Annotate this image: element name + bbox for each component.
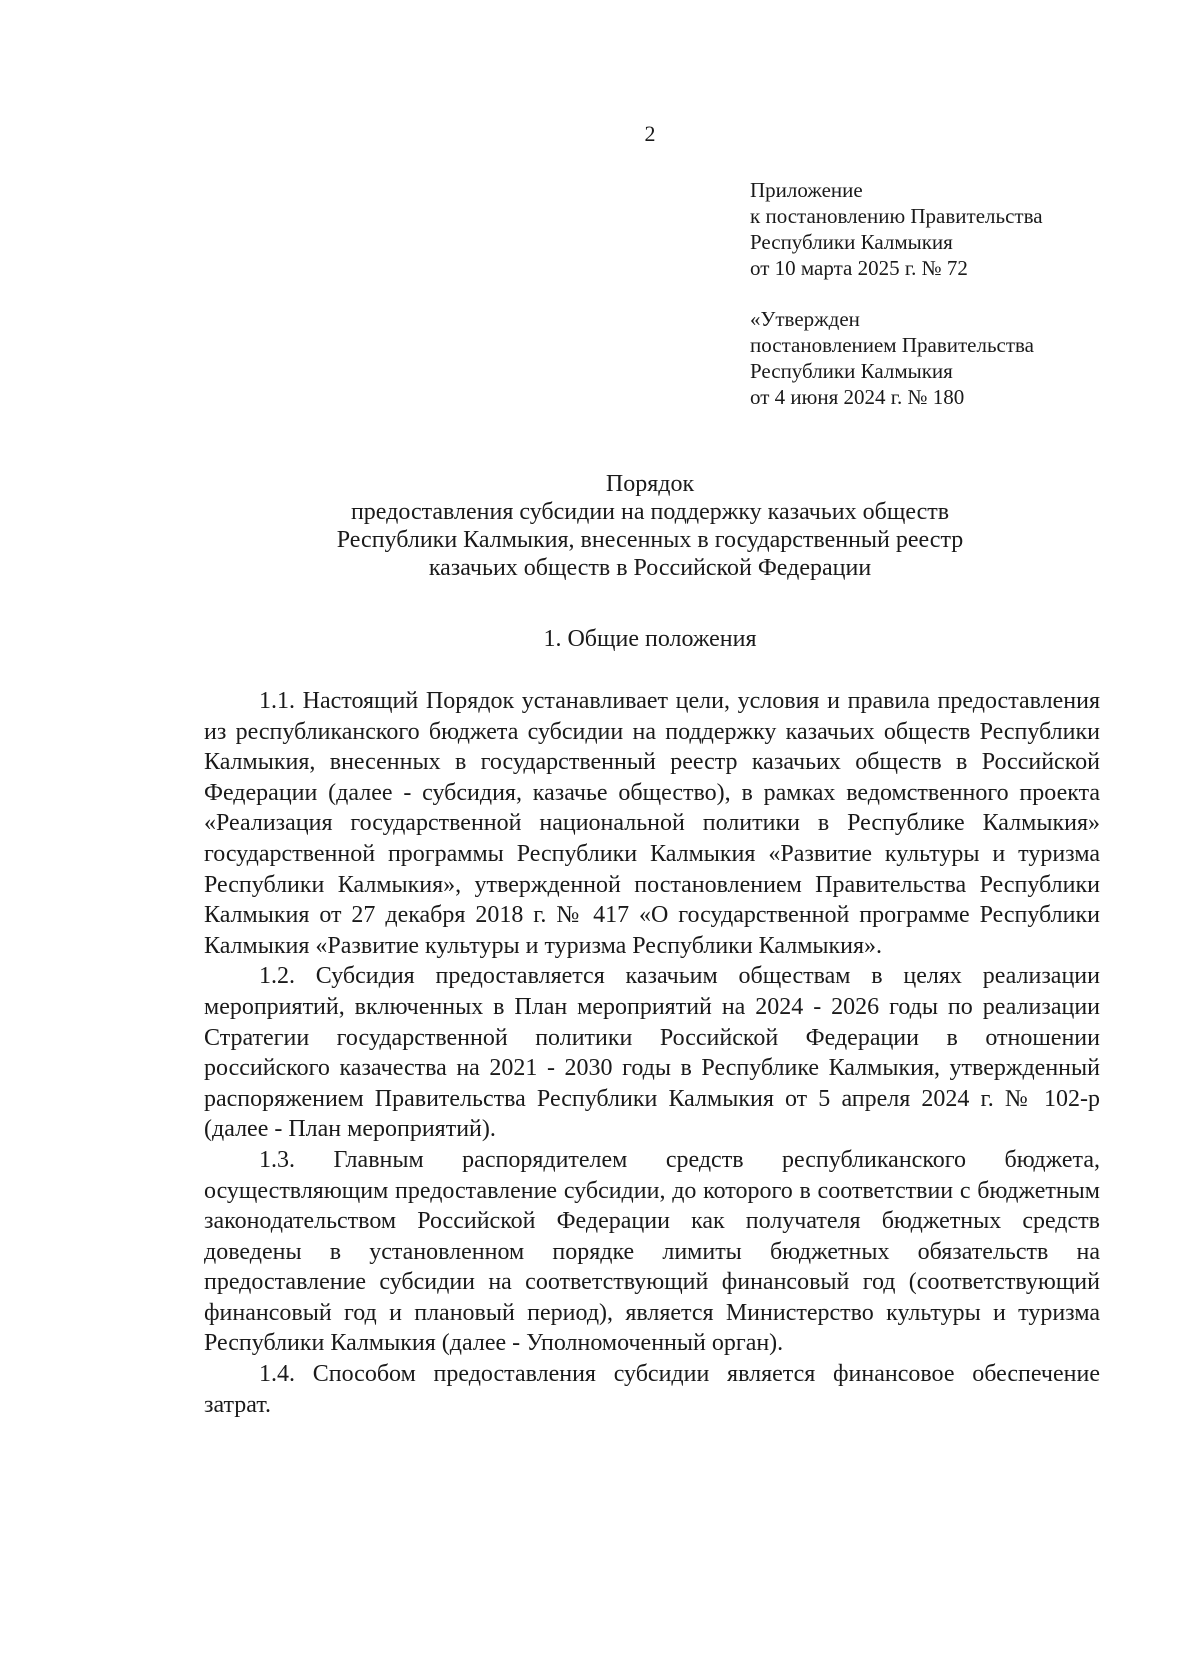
page-number: 2 xyxy=(644,121,656,146)
title-line: предоставления субсидии на поддержку казачьих обществ xyxy=(350,499,950,525)
approved-line: «Утвержден xyxy=(750,307,860,331)
approved-block xyxy=(750,306,1170,410)
title-line: Порядок xyxy=(605,471,695,497)
title-line: казачьих обществ в Российской Федерации xyxy=(428,555,872,581)
title-line: Республики Калмыкия, внесенных в государственный реестр xyxy=(336,527,964,553)
paragraph-1-3: 1.3. Главным распорядителем средств республиканского бюджета, осуществляющим предоставление субсидии, до которого в соответствии с бюджетным законодательством Российской Федерации как получателя бюджетных средств доведены в установленном порядке лимиты бюджетных обязательств на предоставление субсидии на соответствующий финансовый год (соответствующий финансовый год и плановый период), является Министерство культуры и туризма Республики Калмыкия (далее - Уполномоченный орган). xyxy=(204,1146,1100,1357)
annex-line: Приложение xyxy=(750,178,863,202)
approved-line: постановлением Правительства xyxy=(750,333,1035,357)
annex-line: от 10 марта 2025 г. № 72 xyxy=(750,256,968,280)
section-heading: 1. Общие положения xyxy=(543,626,757,652)
annex-block xyxy=(750,177,1170,281)
approved-line: Республики Калмыкия xyxy=(750,359,953,383)
section-body xyxy=(204,686,1100,1420)
approved-line: от 4 июня 2024 г. № 180 xyxy=(750,385,965,409)
annex-line: к постановлению Правительства xyxy=(750,204,1043,228)
annex-line: Республики Калмыкия xyxy=(750,230,953,254)
paragraph-1-1: 1.1. Настоящий Порядок устанавливает цели, условия и правила предоставления из республиканского бюджета субсидии на поддержку казачьих обществ Республики Калмыкия, внесенных в государственный реестр казачьих обществ в Российской Федерации (далее - субсидия, казачье общество), в рамках ведомственного проекта «Реализация государственной национальной политики в Республике Калмыкия» государственной программы Республики Калмыкия «Развитие культуры и туризма Республики Калмыкия», утвержденной постановлением Правительства Республики Калмыкия от 27 декабря 2018 г. № 417 «О государственной программе Республики Калмыкия «Развитие культуры и туризма Республики Калмыкия». xyxy=(204,688,1100,959)
document-title xyxy=(200,470,1100,582)
paragraph-1-2: 1.2. Субсидия предоставляется казачьим обществам в целях реализации мероприятий, включенных в План мероприятий на 2024 - 2026 годы по реализации Стратегии государственной политики Российской Федерации в отношении российского казачества на 2021 - 2030 годы в Республике Калмыкия, утвержденный распоряжением Правительства Республики Калмыкия от 5 апреля 2024 г. № 102-р (далее - План мероприятий). xyxy=(204,963,1100,1143)
paragraph-1-4: 1.4. Способом предоставления субсидии является финансовое обеспечение затрат. xyxy=(204,1361,1100,1418)
